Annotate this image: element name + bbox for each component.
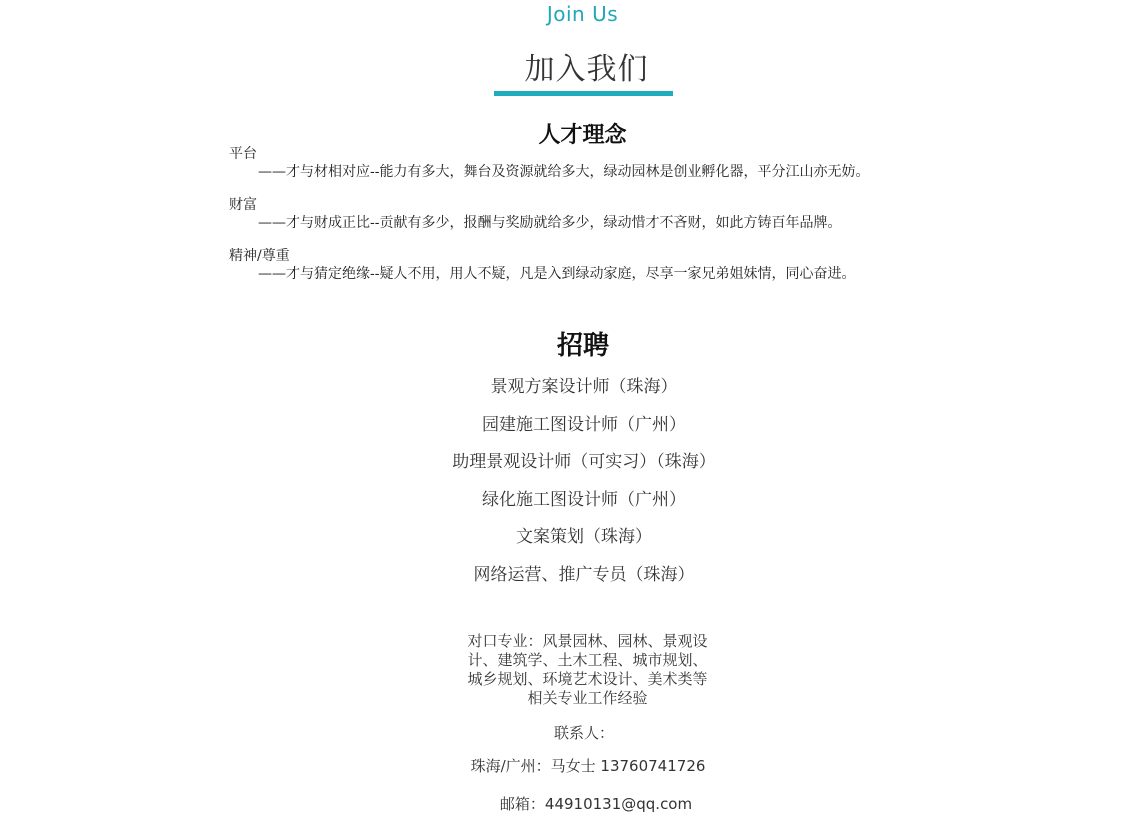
job-list <box>0 377 1125 602</box>
join-us-english-title: Join Us <box>546 2 619 26</box>
major-line: 相关专业工作经验 <box>527 689 648 707</box>
major-line: 计、建筑学、土木工程、城市规划、 <box>467 651 708 669</box>
job-item[interactable]: 助理景观设计师（可实习）（珠海） <box>452 452 716 472</box>
major-requirements <box>451 632 724 708</box>
title-underline <box>494 91 673 96</box>
phone-prefix: 珠海/广州：马女士 <box>470 757 596 775</box>
talent-concept-list <box>229 145 949 298</box>
concept-wealth <box>229 196 949 232</box>
concept-text: ——才与财成正比--贡献有多少，报酬与奖励就给多少，绿动惜才不吝财，如此方铸百年品牌。 <box>258 215 842 231</box>
phone-number[interactable]: 13760741726 <box>600 757 706 775</box>
job-item[interactable]: 景观方案设计师（珠海） <box>490 377 678 397</box>
contact-email <box>0 793 1125 814</box>
major-line: 对口专业：风景园林、园林、景观设 <box>467 632 708 650</box>
email-address[interactable]: 44910131@qq.com <box>544 795 693 813</box>
job-item[interactable]: 网络运营、推广专员（珠海） <box>473 564 695 585</box>
recruit-title: 招聘 <box>556 331 609 361</box>
major-line: 城乡规划、环境艺术设计、美术类等 <box>467 670 708 688</box>
join-us-chinese-title: 加入我们 <box>524 52 649 87</box>
concept-label: 财富 <box>229 197 257 213</box>
concept-label: 精神/尊重 <box>229 248 290 264</box>
concept-text: ——才与猜定绝缘--疑人不用，用人不疑，凡是入到绿动家庭，尽享一家兄弟姐妹情，同心奋进。 <box>258 266 856 282</box>
concept-text: ——才与材相对应--能力有多大，舞台及资源就给多大，绿动园林是创业孵化器，平分江山亦无妨。 <box>258 164 870 180</box>
concept-platform <box>229 145 949 181</box>
contact-label: 联系人： <box>553 724 614 742</box>
contact-phone <box>0 755 1125 776</box>
concept-label: 平台 <box>229 146 257 162</box>
job-item[interactable]: 绿化施工图设计师（广州） <box>482 489 686 510</box>
job-item[interactable]: 园建施工图设计师（广州） <box>482 414 686 435</box>
job-item[interactable]: 文案策划（珠海） <box>516 527 652 547</box>
concept-respect <box>229 247 949 283</box>
email-prefix: 邮箱： <box>499 795 545 813</box>
talent-concept-title: 人才理念 <box>538 122 627 148</box>
